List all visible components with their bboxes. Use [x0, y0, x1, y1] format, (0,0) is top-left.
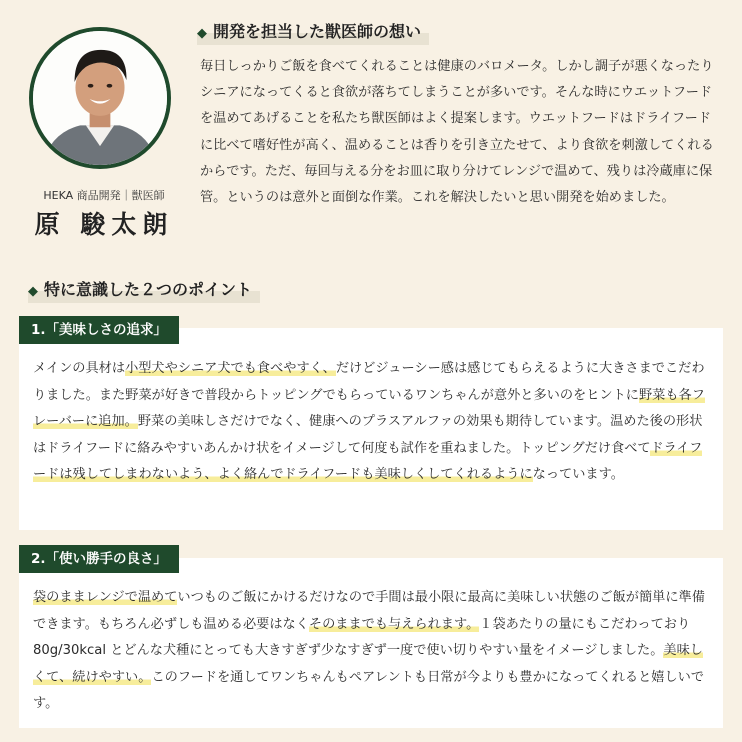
point2-badge: 2.「使い勝手の良さ」: [19, 545, 179, 573]
point2-segment: １袋あたりの量にもこだわっており 80g/30kcal とどんな犬種にとっても大きすぎず少なすぎず一度で使い切りやすい量をイメージしました。: [33, 616, 691, 658]
point1-highlight: 小型犬やシニア犬でも食べやすく、: [125, 361, 336, 376]
thoughts-heading-text: 開発を担当した獣医師の想い: [213, 22, 422, 41]
point1-segment: メインの具材は: [33, 361, 126, 376]
point1-badge: 1.「美味しさの追求」: [19, 316, 179, 344]
point1-highlight: 野菜も各フレーバーに追加。: [33, 387, 705, 429]
point1-text: [33, 356, 713, 489]
point2-highlight: 美味しくて、続けやすい。: [33, 643, 703, 685]
point2-highlight: 袋のままレンジで温めて: [33, 590, 178, 605]
point1-segment: だけどジューシー感は感じてもらえるように大きさまでこだわりました。また野菜が好きで普段からトッピングでもらっているワンちゃんが意外と多いのをヒントに: [33, 361, 705, 403]
point2-text: [33, 585, 713, 718]
points-heading: [28, 276, 260, 303]
vet-portrait-photo: [33, 31, 167, 165]
vet-role: HEKA 商品開発｜獣医師: [43, 189, 165, 202]
point1-segment: なっています。: [532, 467, 624, 482]
diamond-icon: ◆: [28, 284, 38, 299]
points-heading-text: 特に意識した２つのポイント: [44, 280, 253, 299]
point1-segment: 野菜の美味しさだけでなく、健康へのプラスアルファの効果も期待しています。温めた後の形状はドライフードに絡みやすいあんかけ状をイメージして何度も試作を重ねました。トッピングだけ食べて: [33, 414, 703, 456]
point2-highlight: そのままでも与えられます。: [308, 616, 480, 632]
point1-highlight: ドライフードは残してしまわないよう、よく絡んでドライフードも美味しくしてくれるように: [33, 440, 703, 482]
point2-segment: このフードを通してワンちゃんもペアレントも日常が今よりも豊かになってくれると嬉しいです。: [33, 669, 705, 711]
thoughts-heading: [197, 18, 429, 45]
diamond-icon: ◆: [197, 26, 207, 41]
vet-name: 原 駿太朗: [34, 210, 174, 239]
thoughts-text: 毎日しっかりご飯を食べてくれることは健康のバロメータ。しかし調子が悪くなったりシニアになってくると食欲が落ちてしまうことが多いです。そんな時にウエットフードを温めてあげることを私たち獣医師はよく提案します。ウエットフードはドライフードに比べて嗜好性が高く、温めることは香りを引き立たせて、より食欲を刺激してくれるからです。ただ、毎回与える分をお皿に取り分けてレンジで温めて、残りは冷蔵庫に保管。というのは意外と面倒な作業。これを解決したいと思い開発を始めました。: [200, 59, 714, 206]
point2-segment: いつものご飯にかけるだけなので手間は最小限に最高に美味しい状態のご飯が簡単に準備できます。もちろん必ずしも温める必要はなく: [33, 590, 705, 632]
vet-avatar: [29, 27, 171, 169]
